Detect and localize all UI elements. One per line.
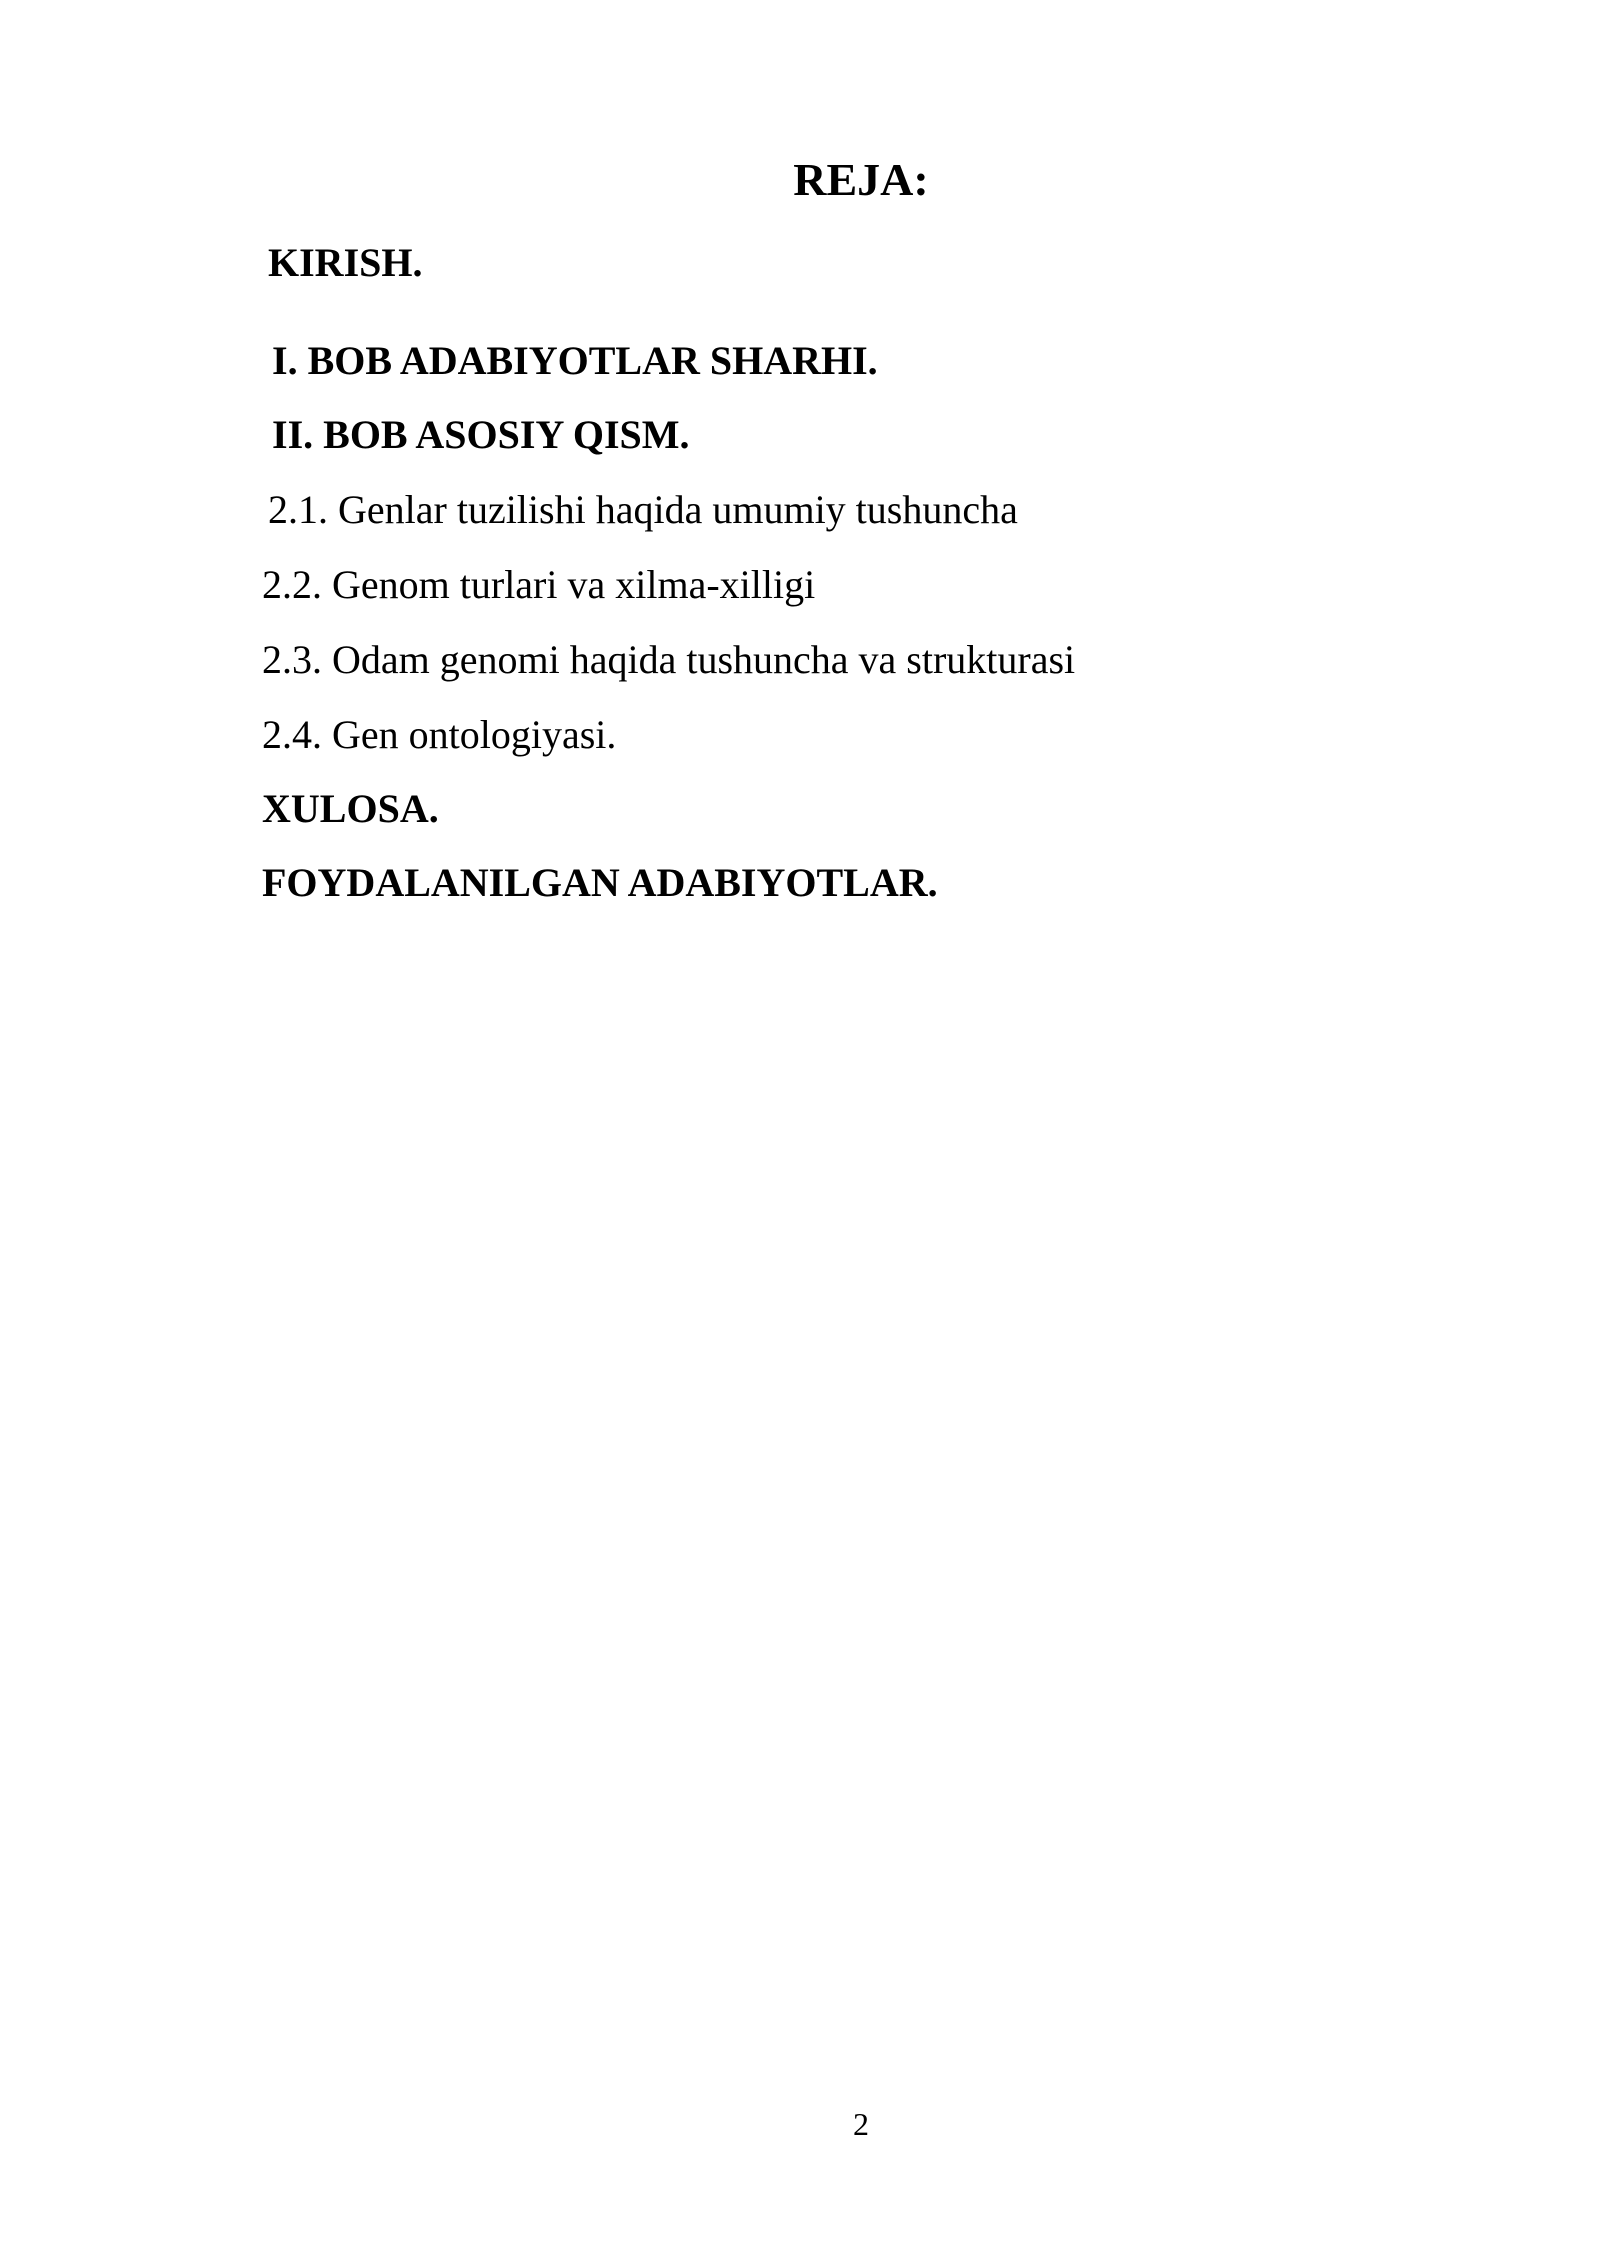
toc-item-section-2-3: 2.3. Odam genomi haqida tushuncha va strukturasi [262,637,1076,682]
toc-item-kirish: KIRISH. [268,240,423,285]
toc-item-chapter-1: I. BOB ADABIYOTLAR SHARHI. [272,338,878,383]
toc-item-section-2-1: 2.1. Genlar tuzilishi haqida umumiy tushuncha [268,487,1018,532]
toc-item-chapter-2: II. BOB ASOSIY QISM. [272,412,690,457]
toc-item-xulosa: XULOSA. [262,786,439,831]
page-title: REJA: [793,154,929,205]
toc-item-section-2-4: 2.4. Gen ontologiyasi. [262,712,617,757]
toc-item-section-2-2: 2.2. Genom turlari va xilma-xilligi [262,562,816,607]
page-number: 2 [853,2106,869,2142]
toc-item-references: FOYDALANILGAN ADABIYOTLAR. [262,860,938,905]
